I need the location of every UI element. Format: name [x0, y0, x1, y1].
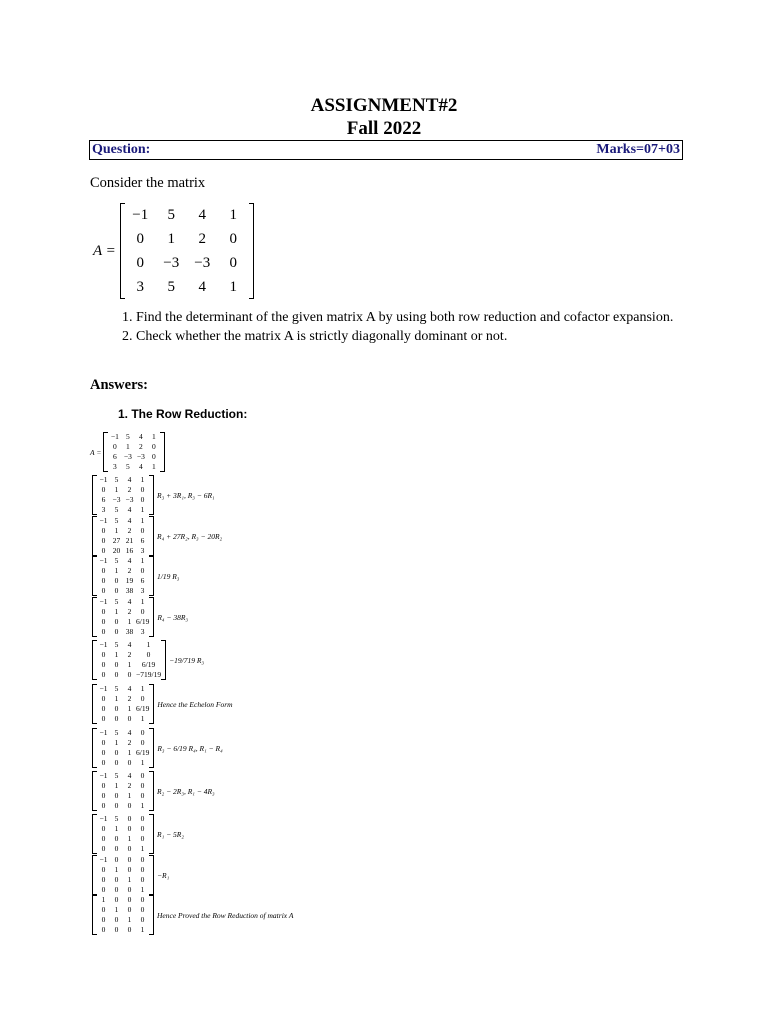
matrix-cell: 1 — [114, 824, 119, 833]
matrix-cell: 0 — [114, 660, 119, 669]
matrix-cell: 0 — [127, 814, 132, 823]
marks-label: Marks=07+03 — [596, 142, 680, 157]
matrix-cell: −719/19 — [136, 670, 162, 679]
assignment-title: ASSIGNMENT#2 — [310, 95, 458, 116]
matrix-cell: 4 — [198, 206, 207, 223]
matrix-cell: 0 — [114, 627, 119, 636]
matrix-cell: −1 — [110, 432, 119, 441]
matrix-cell: 0 — [140, 495, 145, 504]
matrix-cell: 0 — [140, 915, 145, 924]
row-operation: R₄ + 27R₂, R₃ − 20R₂ — [157, 531, 223, 541]
matrix-cell: 6 — [140, 536, 145, 545]
matrix-cell: 1 — [127, 875, 132, 884]
matrix-cell: 0 — [127, 865, 132, 874]
matrix-cell: 3 — [140, 627, 145, 636]
matrix-cell: 1 — [152, 462, 156, 471]
matrix-cell: 0 — [101, 824, 106, 833]
term-subtitle: Fall 2022 — [346, 118, 422, 139]
step-matrix — [97, 895, 149, 935]
matrix-cell: 3 — [140, 586, 145, 595]
matrix-cell: 16 — [125, 546, 134, 555]
step-matrix — [97, 684, 149, 724]
matrix-cell: 0 — [101, 607, 106, 616]
matrix-cell: −3 — [112, 495, 121, 504]
matrix-cell: −1 — [99, 556, 108, 565]
matrix-cell: 1 — [127, 660, 132, 669]
reduction-step — [92, 771, 215, 811]
reduction-step — [92, 895, 293, 935]
matrix-cell: 4 — [127, 728, 132, 737]
matrix-cell: 0 — [127, 801, 132, 810]
step-matrix — [97, 640, 161, 680]
matrix-cell: 4 — [127, 684, 132, 693]
matrix-cell: 0 — [127, 714, 132, 723]
matrix-cell: 5 — [167, 278, 176, 295]
reduction-step — [92, 597, 188, 637]
matrix-cell: 1 — [114, 738, 119, 747]
matrix-cell: 4 — [139, 462, 143, 471]
matrix-cell: 1 — [114, 781, 119, 790]
matrix-cell: 21 — [125, 536, 134, 545]
matrix-cell: 6/19 — [136, 748, 150, 757]
matrix-cell: 27 — [112, 536, 121, 545]
matrix-cell: 0 — [113, 442, 117, 451]
matrix-cell: 4 — [139, 432, 143, 441]
matrix-cell: 2 — [127, 607, 132, 616]
step-matrix — [97, 771, 149, 811]
matrix-cell: 38 — [125, 627, 134, 636]
matrix-cell: 2 — [127, 781, 132, 790]
matrix-cell: 1 — [127, 791, 132, 800]
matrix-cell: 1 — [140, 475, 145, 484]
matrix-cell: 6 — [113, 452, 117, 461]
matrix-cell: 4 — [198, 278, 207, 295]
matrix-cell: 0 — [140, 814, 145, 823]
matrix-a-table — [125, 203, 249, 299]
matrix-cell: 0 — [114, 704, 119, 713]
matrix-cell: 0 — [101, 865, 106, 874]
matrix-cell: 1 — [114, 566, 119, 575]
matrix-cell: 1 — [114, 607, 119, 616]
row-operation: R₃ − 6/19 R₄, R₁ − R₄ — [157, 743, 223, 753]
matrix-cell: 5 — [114, 771, 119, 780]
row-operation: −19/719 R₃ — [169, 655, 205, 665]
matrix-cell: 0 — [101, 660, 106, 669]
matrix-cell: 0 — [114, 791, 119, 800]
matrix-cell: −3 — [125, 495, 134, 504]
matrix-cell: 1 — [140, 885, 145, 894]
matrix-cell: 0 — [136, 230, 145, 247]
matrix-cell: 2 — [198, 230, 207, 247]
matrix-cell: 0 — [127, 895, 132, 904]
matrix-cell: 6 — [140, 576, 145, 585]
matrix-cell: 4 — [127, 640, 132, 649]
matrix-cell: 1 — [114, 865, 119, 874]
matrix-cell: 1 — [152, 432, 156, 441]
matrix-cell: 0 — [101, 801, 106, 810]
matrix-cell: 3 — [113, 462, 117, 471]
reduction-step — [92, 475, 215, 515]
matrix-cell: 20 — [112, 546, 121, 555]
matrix-cell: 4 — [127, 556, 132, 565]
matrix-cell: 0 — [101, 875, 106, 884]
matrix-cell: 0 — [114, 885, 119, 894]
matrix-cell: 5 — [167, 206, 176, 223]
reduction-step — [92, 814, 184, 854]
matrix-cell: 0 — [140, 875, 145, 884]
matrix-cell: 5 — [114, 728, 119, 737]
step-matrix — [97, 597, 149, 637]
matrix-cell: 0 — [101, 714, 106, 723]
matrix-cell: 1 — [140, 844, 145, 853]
matrix-cell: 0 — [140, 607, 145, 616]
matrix-cell: 0 — [101, 844, 106, 853]
question-item: 2. Check whether the matrix A is strictly diagonally dominant or not. — [136, 327, 696, 346]
matrix-cell: 1 — [146, 640, 151, 649]
matrix-cell: 0 — [229, 254, 238, 271]
row-operation: R₃ + 3R₁, R₃ − 6R₁ — [157, 490, 215, 500]
matrix-cell: 0 — [127, 905, 132, 914]
matrix-cell: 0 — [101, 670, 106, 679]
matrix-cell: 0 — [140, 895, 145, 904]
matrix-cell: 4 — [127, 475, 132, 484]
reduction-step — [92, 556, 179, 596]
matrix-cell: 0 — [101, 617, 106, 626]
matrix-cell: 0 — [114, 586, 119, 595]
matrix-cell: 0 — [101, 925, 106, 934]
matrix-cell: 1 — [127, 915, 132, 924]
matrix-cell: −1 — [132, 206, 149, 223]
matrix-cell: 1 — [229, 278, 238, 295]
matrix-cell: 0 — [101, 566, 106, 575]
matrix-cell: 0 — [140, 905, 145, 914]
matrix-cell: −1 — [99, 684, 108, 693]
matrix-cell: −1 — [99, 516, 108, 525]
step-matrix — [97, 475, 149, 515]
matrix-cell: 5 — [114, 597, 119, 606]
matrix-cell: 0 — [101, 738, 106, 747]
matrix-cell: −1 — [99, 814, 108, 823]
reduction-step — [92, 684, 233, 724]
matrix-cell: 0 — [229, 230, 238, 247]
matrix-cell: 38 — [125, 586, 134, 595]
row-operation: 1/19 R₃ — [157, 571, 180, 581]
matrix-cell: 1 — [140, 556, 145, 565]
matrix-cell: 0 — [114, 758, 119, 767]
matrix-cell: 0 — [114, 925, 119, 934]
matrix-cell: 1 — [140, 925, 145, 934]
step-matrix — [97, 855, 149, 895]
matrix-a-label: A = — [93, 242, 116, 259]
matrix-cell: 0 — [101, 694, 106, 703]
matrix-cell: 0 — [114, 844, 119, 853]
matrix-cell: 0 — [140, 791, 145, 800]
matrix-cell: 2 — [127, 566, 132, 575]
matrix-cell: 0 — [114, 576, 119, 585]
question-item: 1. Find the determinant of the given matrix A by using both row reduction and cofactor expansion. — [136, 308, 696, 327]
question-list — [108, 308, 696, 346]
row-operation: R₂ − 2R₃, R₁ − 4R₃ — [157, 786, 215, 796]
matrix-cell: −3 — [194, 254, 211, 271]
matrix-cell: −1 — [99, 771, 108, 780]
matrix-cell: 0 — [101, 704, 106, 713]
matrix-cell: 0 — [140, 865, 145, 874]
intro-text: Consider the matrix — [90, 175, 206, 191]
matrix-cell: 0 — [140, 728, 145, 737]
matrix-cell: 1 — [127, 704, 132, 713]
step-matrix — [108, 432, 160, 472]
reduction-step — [90, 432, 165, 472]
matrix-cell: 0 — [140, 566, 145, 575]
matrix-cell: 1 — [140, 714, 145, 723]
step-matrix — [97, 556, 149, 596]
matrix-cell: 0 — [140, 771, 145, 780]
step-matrix — [97, 728, 149, 768]
row-operation: Hence the Echelon Form — [157, 699, 233, 709]
question-label: Question: — [92, 142, 151, 157]
matrix-cell: 0 — [140, 855, 145, 864]
matrix-cell: 0 — [127, 885, 132, 894]
matrix-cell: 1 — [114, 694, 119, 703]
matrix-cell: 0 — [127, 925, 132, 934]
matrix-cell: 1 — [127, 748, 132, 757]
row-operation: R₁ − 5R₂ — [157, 829, 184, 839]
matrix-cell: 5 — [114, 640, 119, 649]
matrix-cell: 0 — [101, 758, 106, 767]
matrix-cell: 4 — [127, 505, 132, 514]
matrix-cell: 1 — [114, 650, 119, 659]
matrix-cell: 0 — [114, 714, 119, 723]
matrix-cell: 6/19 — [136, 617, 150, 626]
matrix-cell: 3 — [140, 546, 145, 555]
matrix-cell: 6/19 — [141, 660, 156, 669]
matrix-cell: 6 — [101, 495, 106, 504]
reduction-step — [92, 640, 204, 680]
matrix-cell: 2 — [127, 738, 132, 747]
matrix-cell: 0 — [101, 885, 106, 894]
matrix-cell: 0 — [101, 526, 106, 535]
matrix-cell: 0 — [140, 781, 145, 790]
question-bar — [89, 140, 683, 160]
matrix-cell: 1 — [140, 597, 145, 606]
row-operation: R₄ − 38R₃ — [157, 612, 189, 622]
answers-heading: Answers: — [90, 377, 148, 393]
matrix-cell: 0 — [101, 485, 106, 494]
matrix-cell: 1 — [140, 505, 145, 514]
matrix-cell: 0 — [127, 824, 132, 833]
matrix-cell: 0 — [140, 526, 145, 535]
matrix-cell: 1 — [140, 758, 145, 767]
step-matrix — [97, 814, 149, 854]
matrix-cell: 0 — [127, 670, 132, 679]
matrix-cell: 1 — [114, 905, 119, 914]
matrix-cell: 1 — [127, 617, 132, 626]
matrix-cell: 0 — [114, 748, 119, 757]
matrix-cell: 0 — [152, 442, 156, 451]
matrix-cell: 1 — [140, 516, 145, 525]
matrix-a — [93, 203, 254, 299]
matrix-cell: 2 — [127, 526, 132, 535]
matrix-cell: 0 — [101, 915, 106, 924]
matrix-cell: 4 — [127, 516, 132, 525]
matrix-cell: −1 — [99, 475, 108, 484]
matrix-cell: 0 — [114, 855, 119, 864]
matrix-cell: 2 — [139, 442, 143, 451]
matrix-cell: 0 — [101, 546, 106, 555]
matrix-cell: 0 — [127, 758, 132, 767]
matrix-cell: 4 — [127, 771, 132, 780]
matrix-cell: 0 — [136, 254, 145, 271]
matrix-cell: 1 — [114, 526, 119, 535]
matrix-cell: 6/19 — [136, 704, 150, 713]
matrix-cell: 0 — [101, 576, 106, 585]
matrix-cell: −1 — [99, 728, 108, 737]
matrix-cell: 0 — [101, 650, 106, 659]
matrix-cell: 3 — [136, 278, 145, 295]
reduction-step — [92, 855, 169, 895]
matrix-cell: 0 — [101, 536, 106, 545]
matrix-cell: 0 — [114, 875, 119, 884]
matrix-cell: 1 — [126, 442, 130, 451]
matrix-cell: −3 — [123, 452, 132, 461]
matrix-cell: 0 — [127, 855, 132, 864]
matrix-cell: 5 — [114, 684, 119, 693]
matrix-cell: 0 — [101, 834, 106, 843]
matrix-cell: 2 — [127, 650, 132, 659]
matrix-cell: 0 — [140, 485, 145, 494]
matrix-cell: 0 — [101, 905, 106, 914]
matrix-cell: 5 — [114, 814, 119, 823]
matrix-cell: 0 — [127, 844, 132, 853]
matrix-cell: 1 — [140, 801, 145, 810]
matrix-cell: 19 — [125, 576, 134, 585]
matrix-cell: 4 — [127, 597, 132, 606]
matrix-cell: 1 — [114, 485, 119, 494]
matrix-cell: 5 — [114, 505, 119, 514]
row-operation: −R₁ — [157, 870, 170, 880]
matrix-cell: −1 — [99, 597, 108, 606]
matrix-cell: 0 — [101, 781, 106, 790]
matrix-cell: 0 — [114, 670, 119, 679]
matrix-cell: −1 — [99, 855, 108, 864]
reduction-step — [92, 516, 222, 556]
matrix-cell: 5 — [114, 516, 119, 525]
matrix-cell: 0 — [101, 627, 106, 636]
matrix-cell: 3 — [101, 505, 106, 514]
matrix-cell: 0 — [140, 824, 145, 833]
matrix-cell: 0 — [114, 617, 119, 626]
matrix-cell: −3 — [136, 452, 145, 461]
matrix-cell: 5 — [126, 462, 130, 471]
row-reduction-heading: 1. The Row Reduction: — [118, 407, 248, 421]
step-matrix — [97, 516, 149, 556]
matrix-cell: 5 — [126, 432, 130, 441]
matrix-cell: 2 — [127, 694, 132, 703]
matrix-cell: 0 — [140, 694, 145, 703]
reduction-step — [92, 728, 223, 768]
matrix-cell: 0 — [140, 738, 145, 747]
matrix-cell: 1 — [101, 895, 106, 904]
matrix-cell: 0 — [114, 895, 119, 904]
matrix-cell: −1 — [99, 640, 108, 649]
matrix-cell: 0 — [101, 748, 106, 757]
matrix-cell: −3 — [163, 254, 180, 271]
matrix-cell: 5 — [114, 556, 119, 565]
matrix-cell: 0 — [140, 834, 145, 843]
matrix-cell: 0 — [114, 834, 119, 843]
matrix-cell: 0 — [114, 915, 119, 924]
matrix-cell: 1 — [127, 834, 132, 843]
matrix-cell: 0 — [152, 452, 156, 461]
matrix-cell: 0 — [114, 801, 119, 810]
matrix-cell: 5 — [114, 475, 119, 484]
row-operation: Hence Proved the Row Reduction of matrix A — [157, 910, 294, 920]
matrix-cell: 0 — [101, 791, 106, 800]
matrix-cell: 2 — [127, 485, 132, 494]
step-label: A = — [90, 447, 102, 457]
matrix-cell: 1 — [167, 230, 176, 247]
matrix-cell: 1 — [229, 206, 238, 223]
matrix-cell: 1 — [140, 684, 145, 693]
matrix-cell: 0 — [101, 586, 106, 595]
matrix-cell: 0 — [146, 650, 151, 659]
